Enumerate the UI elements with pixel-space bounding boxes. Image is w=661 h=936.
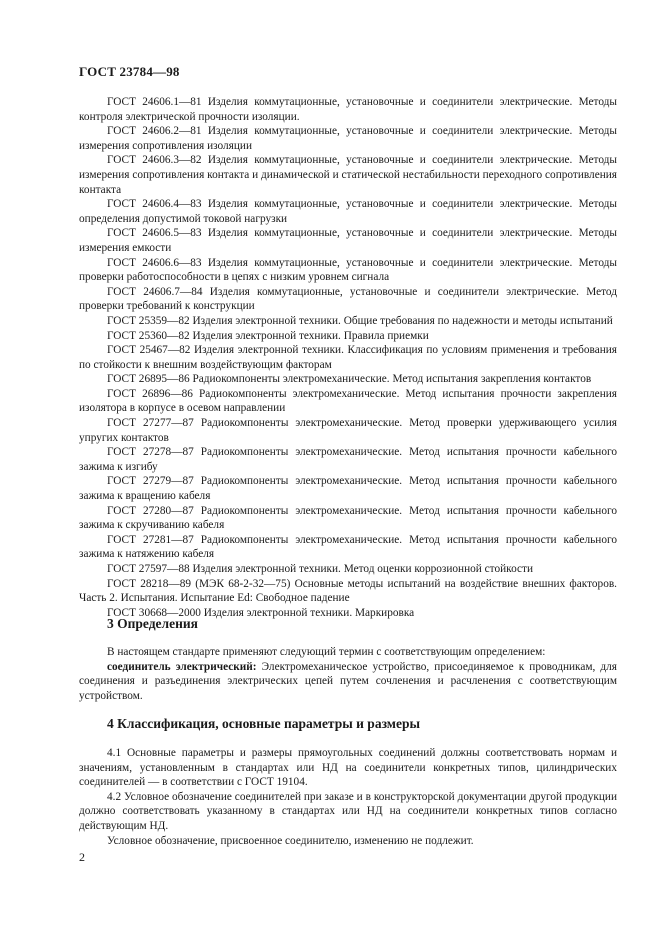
section-4-title: 4 Классификация, основные параметры и размеры xyxy=(107,716,421,731)
definition-paragraph xyxy=(79,660,617,704)
reference-item: ГОСТ 25360—82 Изделия электронной техники. Правила приемки xyxy=(107,329,429,342)
reference-item: ГОСТ 26896—86 Радиокомпоненты электромеханические. Метод испытания прочности закрепления изолятора в корпусе в осевом направлении xyxy=(79,387,617,415)
reference-list xyxy=(79,95,617,620)
definitions-intro: В настоящем стандарте применяют следующий термин с соответствующим определением: xyxy=(107,646,546,658)
reference-item: ГОСТ 25467—82 Изделия электронной техники. Классификация по условиям применения и требования по стойкости к внешним воздействующим факторам xyxy=(79,344,617,371)
reference-item: ГОСТ 24606.6—83 Изделия коммутационные, установочные и соединители электрические. Методы проверки работоспособности в цепях с низким уровнем сигнала xyxy=(79,256,617,284)
reference-item: ГОСТ 24606.2—81 Изделия коммутационные, установочные и соединители электрические. Методы измерения сопротивления изоляции xyxy=(79,125,617,152)
reference-item: ГОСТ 27597—88 Изделия электронной техники. Метод оценки коррозионной стойкости xyxy=(107,563,534,575)
reference-item: ГОСТ 26895—86 Радиокомпоненты электромеханические. Метод испытания закрепления контактов xyxy=(107,373,592,386)
term-definition: Электромеханическое устройство, присоединяемое к проводникам, для соединения и разъединения электрических цепей путем сочленения и расчленения с соответствующим устройством. xyxy=(79,660,618,702)
reference-item: ГОСТ 24606.5—83 Изделия коммутационные, установочные и соединители электрические. Методы измерения емкости xyxy=(79,227,617,254)
section-3-title: 3 Определения xyxy=(107,616,198,631)
reference-item: ГОСТ 30668—2000 Изделия электронной техники. Маркировка xyxy=(107,606,415,619)
reference-item: ГОСТ 25359—82 Изделия электронной техники. Общие требования по надежности и методы испытаний xyxy=(107,314,613,327)
reference-item: ГОСТ 28218—89 (МЭК 68-2-32—75) Основные методы испытаний на воздействие внешних факторов. Часть 2. Испытания. Испытание Ed: Свободное падение xyxy=(79,577,617,605)
standard-code-header: ГОСТ 23784—98 xyxy=(79,64,180,79)
clause-4-2: 4.2 Условное обозначение соединителей при заказе и в конструкторской документации другой продукции должно соответствовать указанному в стандартах или НД на соединители конкретных типов согласно действующим НД. xyxy=(79,790,617,832)
page-number: 2 xyxy=(79,850,85,864)
reference-item: ГОСТ 27277—87 Радиокомпоненты электромеханические. Метод проверки удерживающего усилия упругих контактов xyxy=(79,417,617,444)
defined-term: соединитель электрический: xyxy=(107,660,257,673)
reference-item: ГОСТ 24606.4—83 Изделия коммутационные, установочные и соединители электрические. Методы определения допустимой токовой нагрузки xyxy=(79,198,617,225)
reference-item: ГОСТ 27279—87 Радиокомпоненты электромеханические. Метод испытания прочности кабельного зажима к вращению кабеля xyxy=(79,475,617,503)
reference-item: ГОСТ 24606.3—82 Изделия коммутационные, установочные и соединители электрические. Методы измерения сопротивления контакта и динамической и статической нестабильности переходного сопротивления контакта xyxy=(79,154,617,196)
clause-4-2-note: Условное обозначение, присвоенное соединителю, изменению не подлежит. xyxy=(107,834,474,847)
reference-item: ГОСТ 27280—87 Радиокомпоненты электромеханические. Метод испытания прочности кабельного зажима к скручиванию кабеля xyxy=(79,504,617,532)
reference-item: ГОСТ 24606.7—84 Изделия коммутационные, установочные и соединители электрические. Метод проверки требований к конструкции xyxy=(79,285,617,313)
reference-item: ГОСТ 24606.1—81 Изделия коммутационные, установочные и соединители электрические. Методы контроля электрической прочности изоляции. xyxy=(79,96,617,123)
reference-item: ГОСТ 27278—87 Радиокомпоненты электромеханические. Метод испытания прочности кабельного зажима к изгибу xyxy=(79,446,617,473)
reference-item: ГОСТ 27281—87 Радиокомпоненты электромеханические. Метод испытания прочности кабельного зажима к натяжению кабеля xyxy=(79,533,617,561)
section-3-body xyxy=(79,645,617,703)
clause-4-1: 4.1 Основные параметры и размеры прямоугольных соединений должны соответствовать нормам и значениям, установленным в стандартах или НД на соединители конкретных типов, цилиндрических соединителей — в соответствии с ГОСТ 19104. xyxy=(79,747,617,789)
section-4-body xyxy=(79,746,617,848)
